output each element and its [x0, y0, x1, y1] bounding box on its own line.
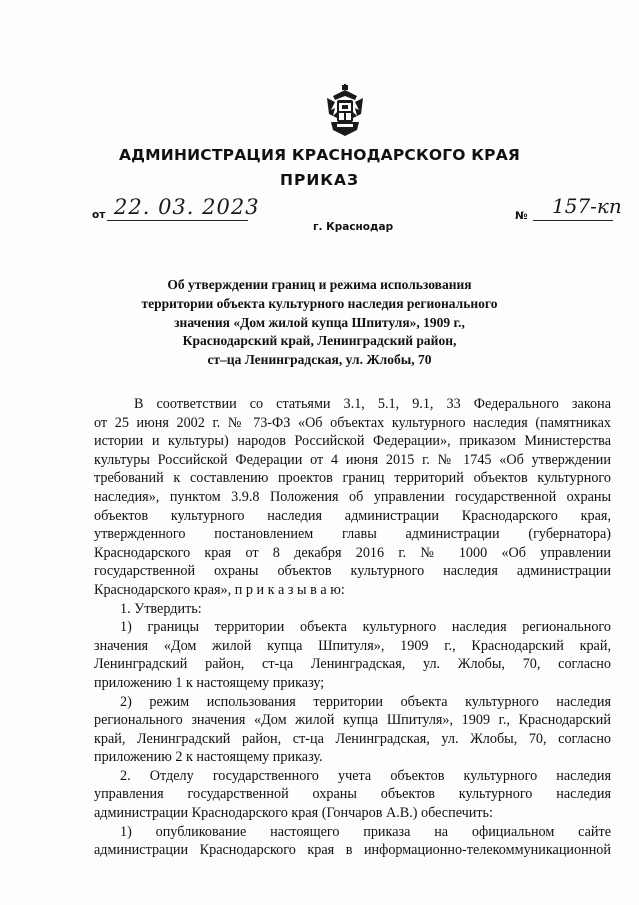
body-line: администрации Краснодарского края (Гончаров А.В.) обеспечить: — [94, 805, 493, 822]
body-line: Ленинградский район, ст-ца Ленинградская, ул. Жлобы, 70, согласно — [94, 656, 611, 673]
document-type-title: ПРИКАЗ — [280, 171, 359, 189]
body-line: администрации Краснодарского края в информационно-телекоммуникационной — [94, 842, 611, 859]
body-line: управления государственной охраны объектов культурного наследия — [94, 786, 611, 803]
organization-title: АДМИНИСТРАЦИЯ КРАСНОДАРСКОГО КРАЯ — [118, 146, 521, 164]
body-line: объектов культурного наследия администрации Краснодарского края, — [94, 507, 611, 524]
heading-line: значения «Дом жилой купца Шпитуля», 1909 г., — [174, 314, 465, 330]
body-line: приложению 1 к настоящему приказу; — [94, 674, 325, 691]
handwritten-date: 22. 03. 2023 — [114, 195, 260, 219]
body-line: 2. Отделу государственного учета объектов культурного наследия — [120, 767, 611, 784]
krasnodar-coat-of-arms-icon — [325, 84, 365, 136]
body-line: от 25 июня 2002 г. № 73-ФЗ «Об объектах культурного наследия (памятниках — [94, 414, 611, 431]
order-heading — [0, 276, 639, 370]
city-label: г. Краснодар — [313, 221, 394, 233]
heading-line: ст–ца Ленинградская, ул. Жлобы, 70 — [207, 352, 432, 368]
body-line: 1. Утвердить: — [120, 600, 202, 617]
body-line: утвержденного постановлением главы администрации (губернатора) — [94, 526, 611, 543]
handwritten-document-number: 157-кп — [552, 194, 622, 218]
heading-line: Краснодарский край, Ленинградский район, — [182, 333, 457, 349]
heading-line: Об утверждении границ и режима использования — [167, 277, 472, 292]
body-line: истории и культуры) народов Российской Федерации», приказом Министерства — [94, 433, 611, 450]
body-line: 2) режим использования территории объекта культурного наследия — [120, 693, 611, 710]
body-line: требований к составлению проектов границ территорий объектов культурного — [94, 470, 611, 487]
body-line: Краснодарского края от 8 декабря 2016 г. № 1000 «Об управлении — [94, 544, 611, 561]
body-line: 1) границы территории объекта культурного наследия регионального — [120, 619, 611, 636]
body-line: значения «Дом жилой купца Шпитуля», 1909 г., Краснодарский край, — [94, 637, 611, 654]
body-line: приложению 2 к настоящему приказу. — [94, 749, 323, 766]
body-line: государственной охраны объектов культурного наследия администрации — [94, 563, 611, 580]
order-body — [94, 395, 611, 860]
body-line: наследия», пунктом 3.9.8 Положения об управлении государственной охраны — [94, 488, 611, 505]
number-underline — [533, 220, 613, 221]
body-line: 1) опубликование настоящего приказа на официальном сайте — [120, 823, 611, 840]
body-line: культуры Российской Федерации от 4 июня 2015 г. № 1745 «Об утверждении — [94, 451, 611, 468]
body-line: В соответствии со статьями 3.1, 5.1, 9.1, 33 Федерального закона — [134, 396, 611, 412]
date-prefix-label: от — [92, 209, 106, 221]
body-line: регионального значения «Дом жилой купца Шпитуля», 1909 г., Краснодарский — [94, 712, 611, 729]
heading-line: территории объекта культурного наследия регионального — [141, 295, 498, 311]
number-prefix-label: № — [515, 210, 528, 222]
date-underline — [107, 220, 248, 221]
body-line: Краснодарского края», п р и к а з ы в а ю: — [94, 581, 345, 598]
body-line: край, Ленинградский район, ст-ца Ленинградская, ул. Жлобы, 70, согласно — [94, 730, 611, 747]
